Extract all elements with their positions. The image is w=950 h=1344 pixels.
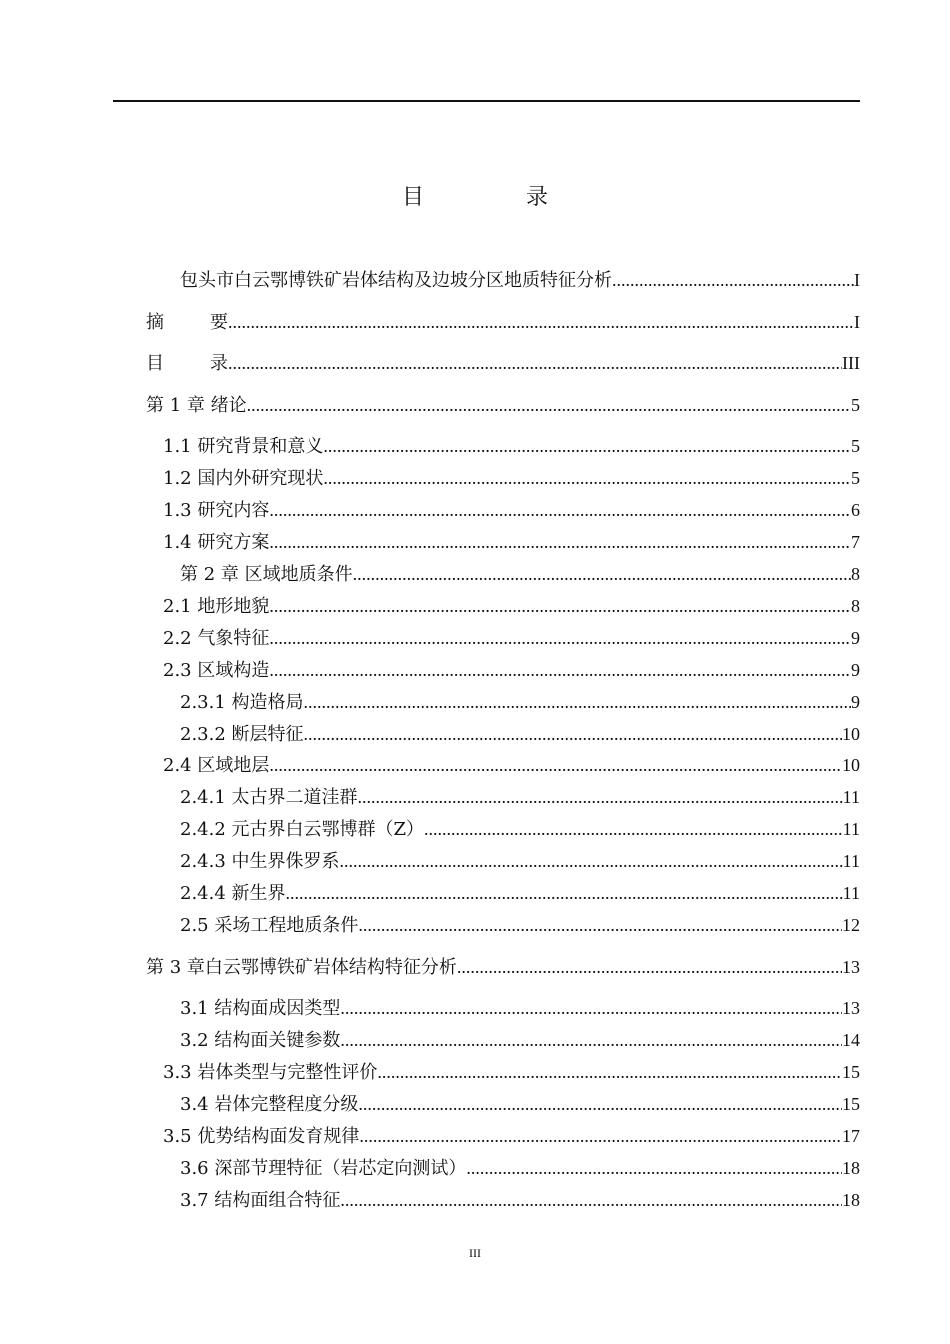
leader-dots <box>424 817 843 841</box>
leader-dots <box>358 785 843 809</box>
toc-entry-1-1[interactable]: 1.1 研究背景和意义 ..... 5 <box>163 434 860 458</box>
toc-entry-3-7[interactable]: 3.7 结构面组合特征 ..... 18 <box>180 1188 860 1212</box>
toc-entry-2-1[interactable]: 2.1 地形地貌 ..... 8 <box>163 594 860 618</box>
toc-entry-chapter-1[interactable]: 第 1 章 绪论 ..... 5 <box>146 393 860 417</box>
leader-dots <box>269 498 851 522</box>
page-number-footer: III <box>469 1246 481 1260</box>
leader-dots <box>247 393 851 417</box>
leader-dots <box>340 1188 842 1212</box>
leader-dots <box>286 881 843 905</box>
leader-dots <box>228 310 854 334</box>
toc-entry-abstract[interactable]: 摘 要 ..... I <box>146 310 860 334</box>
toc-entry-2-4-3[interactable]: 2.4.3 中生界侏罗系 ..... 11 <box>180 849 860 873</box>
toc-entry-2-4-4[interactable]: 2.4.4 新生界 ..... 11 <box>180 881 860 905</box>
toc-entry-2-3[interactable]: 2.3 区域构造 ..... 9 <box>163 658 860 682</box>
leader-dots <box>340 1028 842 1052</box>
leader-dots <box>358 913 842 937</box>
toc-entry-3-1[interactable]: 3.1 结构面成因类型 ..... 13 <box>180 996 860 1020</box>
leader-dots <box>269 626 851 650</box>
toc-entry-2-2[interactable]: 2.2 气象特征 ..... 9 <box>163 626 860 650</box>
toc-entry-2-4[interactable]: 2.4 区域地层 ..... 10 <box>163 753 860 777</box>
toc-entry-3-4[interactable]: 3.4 岩体完整程度分级 ..... 15 <box>180 1092 860 1116</box>
leader-dots <box>358 1092 842 1116</box>
page-title: 目 录 <box>401 185 588 210</box>
toc-entry-3-3[interactable]: 3.3 岩体类型与完整性评价 ..... 15 <box>163 1060 860 1084</box>
leader-dots <box>466 1156 842 1180</box>
toc-entry-chapter-3[interactable]: 第 3 章白云鄂博铁矿岩体结构特征分析 ..... 13 <box>146 955 860 979</box>
toc-entry-2-3-2[interactable]: 2.3.2 断层特征 ..... 10 <box>180 722 860 746</box>
leader-dots <box>269 658 851 682</box>
leader-dots <box>377 1060 842 1084</box>
toc-entry-chapter-2[interactable]: 第 2 章 区域地质条件 ..... 8 <box>180 562 860 586</box>
toc-entry-2-4-1[interactable]: 2.4.1 太古界二道洼群 ..... 11 <box>180 785 860 809</box>
leader-dots <box>304 690 851 714</box>
leader-dots <box>304 722 842 746</box>
leader-dots <box>340 849 843 873</box>
toc-entry-1-4[interactable]: 1.4 研究方案 ..... 7 <box>163 530 860 554</box>
toc-entry-2-3-1[interactable]: 2.3.1 构造格局 ..... 9 <box>180 690 860 714</box>
header-rule <box>113 100 860 102</box>
leader-dots <box>359 1124 842 1148</box>
leader-dots <box>269 753 842 777</box>
leader-dots <box>353 562 851 586</box>
toc-entry-1-2[interactable]: 1.2 国内外研究现状 ..... 5 <box>163 466 860 490</box>
toc-entry-3-6[interactable]: 3.6 深部节理特征（岩芯定向测试） ..... 18 <box>180 1156 860 1180</box>
leader-dots <box>269 594 851 618</box>
toc-entry-thesis-title[interactable]: 包头市白云鄂博铁矿岩体结构及边坡分区地质特征分析 ..... I <box>180 268 860 292</box>
leader-dots <box>269 530 851 554</box>
toc-entry-1-3[interactable]: 1.3 研究内容 ..... 6 <box>163 498 860 522</box>
toc-entry-2-4-2[interactable]: 2.4.2 元古界白云鄂博群（Z） ..... 11 <box>180 817 860 841</box>
toc-entry-3-5[interactable]: 3.5 优势结构面发育规律 ..... 17 <box>163 1124 860 1148</box>
toc-entry-3-2[interactable]: 3.2 结构面关键参数 ..... 14 <box>180 1028 860 1052</box>
leader-dots <box>323 434 851 458</box>
leader-dots <box>457 955 842 979</box>
leader-dots <box>323 466 851 490</box>
leader-dots <box>228 351 842 375</box>
leader-dots <box>612 268 854 292</box>
toc-entry-contents[interactable]: 目 录 ..... III <box>146 351 860 375</box>
toc-entry-2-5[interactable]: 2.5 采场工程地质条件 ..... 12 <box>180 913 860 937</box>
leader-dots <box>340 996 842 1020</box>
